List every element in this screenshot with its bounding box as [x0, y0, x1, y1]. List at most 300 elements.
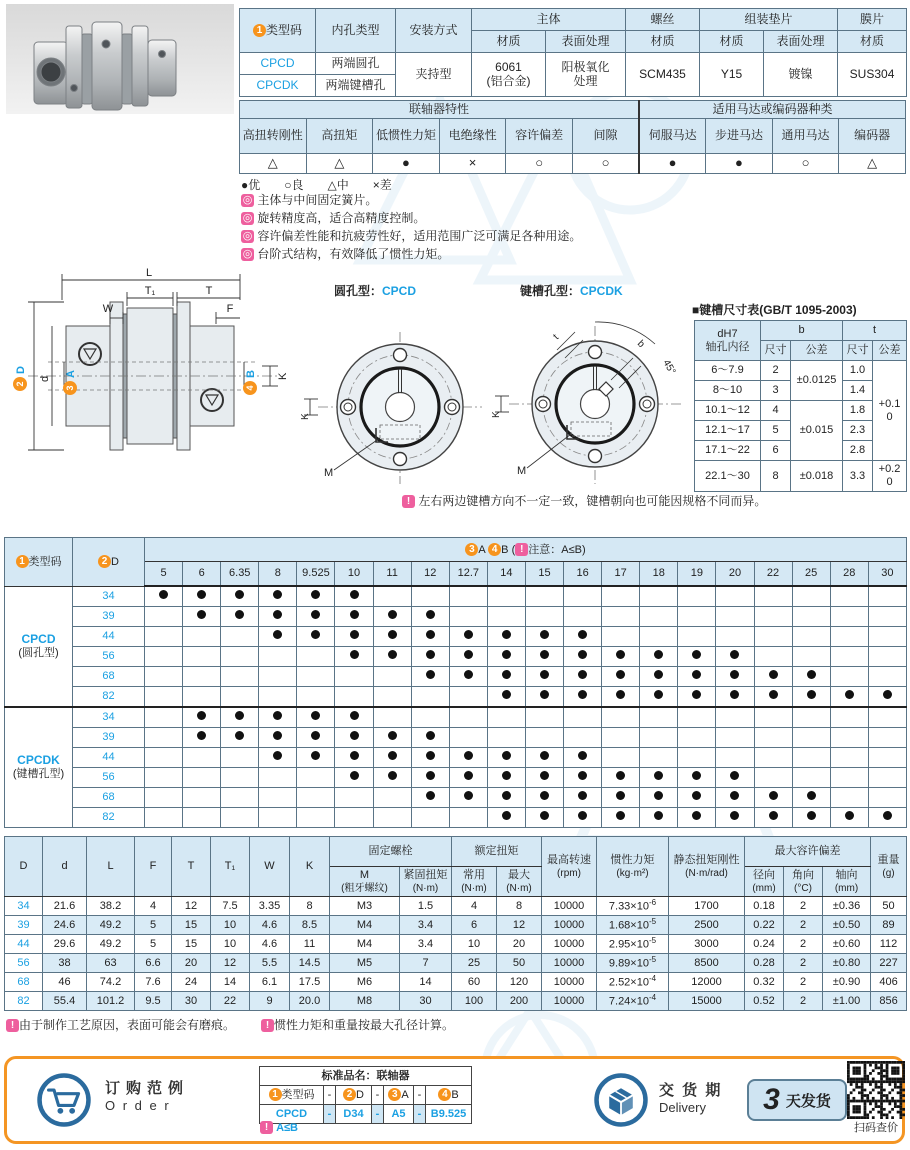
spec-K: 20.0 — [290, 992, 330, 1011]
dim-W: W — [102, 303, 114, 315]
badge-1: 1 — [16, 555, 29, 568]
availability-dot — [654, 650, 663, 659]
keyway-b-size: 5 — [761, 421, 791, 441]
outer-diameter-value: 68 — [73, 667, 145, 687]
bore-availability-cell — [335, 707, 373, 728]
availability-dot — [464, 650, 473, 659]
bore-availability-cell — [754, 667, 792, 687]
spec-T: 15 — [172, 935, 211, 954]
spec-ang: 2 — [784, 992, 823, 1011]
spec-x: 12 — [497, 916, 542, 935]
availability-dot — [502, 771, 511, 780]
delivery-icon — [592, 1071, 650, 1134]
bore-availability-cell — [373, 627, 411, 647]
bore-availability-cell — [259, 627, 297, 647]
order-col-header: 1 类型码 — [260, 1086, 324, 1105]
spec-F: 6.6 — [135, 954, 172, 973]
bore-availability-cell — [640, 748, 678, 768]
availability-dot — [540, 670, 549, 679]
bore-availability-cell — [602, 728, 640, 748]
bore-availability-cell — [487, 627, 525, 647]
bore-availability-cell — [221, 586, 259, 607]
bore-availability-cell — [868, 748, 906, 768]
bore-availability-cell — [487, 728, 525, 748]
bore-availability-cell — [487, 707, 525, 728]
bore-availability-cell — [297, 808, 335, 828]
bore-size-header: 9.525 — [297, 562, 335, 587]
availability-dot — [159, 590, 168, 599]
spec-M: M6 — [330, 973, 400, 992]
bore-availability-cell — [183, 748, 221, 768]
bore-availability-cell — [868, 788, 906, 808]
spec-D: 56 — [5, 954, 43, 973]
keyway-t-tol: +0.1 0 — [873, 361, 907, 461]
spec-tq: 30 — [400, 992, 452, 1011]
availability-dot — [730, 811, 739, 820]
availability-dot — [350, 630, 359, 639]
availability-dot — [388, 610, 397, 619]
spec-x: 50 — [497, 954, 542, 973]
bore-availability-cell — [525, 768, 563, 788]
feature-bullet-icon: ◎ — [242, 212, 253, 224]
badge-2: 2 — [15, 381, 25, 387]
bore-availability-cell — [792, 586, 830, 607]
availability-dot — [730, 650, 739, 659]
spec-note: 惯性力矩和重量按最大孔径计算。 — [274, 1018, 455, 1032]
outer-diameter-value: 44 — [73, 627, 145, 647]
rating-legend: ●优 ○良 △中 ×差 — [241, 178, 392, 192]
bore-size-header: 10 — [335, 562, 373, 587]
bore-availability-cell — [487, 748, 525, 768]
bore-availability-cell — [678, 808, 716, 828]
char-rating: ○ — [572, 154, 639, 174]
order-strip — [4, 1056, 905, 1144]
availability-dot — [235, 731, 244, 740]
spec-axi: ±0.90 — [823, 973, 871, 992]
bore-availability-cell — [754, 768, 792, 788]
bore-availability-cell — [792, 808, 830, 828]
availability-dot — [730, 771, 739, 780]
spec-L: 49.2 — [87, 935, 135, 954]
availability-dot — [540, 690, 549, 699]
bore-availability-cell — [640, 586, 678, 607]
order-value: A5 — [384, 1105, 414, 1124]
bore-availability-cell — [678, 707, 716, 728]
char-rating: △ — [240, 154, 307, 174]
availability-dot — [616, 650, 625, 659]
spec-ang: 2 — [784, 973, 823, 992]
spec-inertia: $2.52\times 10^{-4}$ — [597, 973, 669, 992]
availability-dot — [273, 711, 282, 720]
front-view-round — [300, 322, 485, 492]
bore-availability-cell — [221, 728, 259, 748]
availability-dot — [654, 811, 663, 820]
order-dash: - — [414, 1105, 426, 1124]
bore-availability-cell — [335, 627, 373, 647]
bore-availability-cell — [678, 586, 716, 607]
bore-availability-cell — [221, 808, 259, 828]
spec-D: 39 — [5, 916, 43, 935]
bore-availability-cell — [830, 647, 868, 667]
availability-dot — [578, 791, 587, 800]
bore-availability-cell — [373, 667, 411, 687]
bore-availability-cell — [830, 607, 868, 627]
keyway-bore-range: 8～10 — [695, 381, 761, 401]
bore-availability-cell — [449, 687, 487, 708]
spec-rad: 0.22 — [745, 916, 784, 935]
order-col-header: 3 A — [384, 1086, 414, 1105]
bore-availability-cell — [716, 808, 754, 828]
keyway-bore-range: 22.1～30 — [695, 461, 761, 492]
order-dash: - — [324, 1105, 336, 1124]
spec-st: 12000 — [669, 973, 745, 992]
bore-availability-cell — [221, 707, 259, 728]
keyway-b-size: 6 — [761, 441, 791, 461]
order-dash: - — [324, 1086, 336, 1105]
availability-dot — [540, 811, 549, 820]
badge-3: 3 — [465, 543, 478, 556]
bore-availability-cell — [716, 788, 754, 808]
bore-availability-cell — [411, 768, 449, 788]
col-screw: 螺丝 — [626, 9, 700, 31]
dim-T1: T₁ — [144, 285, 156, 297]
bore-availability-cell — [716, 627, 754, 647]
dim-F: F — [226, 303, 234, 315]
spec-W: 4.6 — [250, 935, 290, 954]
bore-size-header: 5 — [145, 562, 183, 587]
availability-dot — [350, 731, 359, 740]
bore-availability-cell — [487, 647, 525, 667]
keyway-b-tol: ±0.0125 — [791, 361, 843, 401]
bore-availability-cell — [754, 788, 792, 808]
bore-availability-cell — [373, 808, 411, 828]
delivery-label-en: Delivery — [659, 1100, 706, 1115]
spec-inertia: $7.24\times 10^{-4}$ — [597, 992, 669, 1011]
bore-availability-cell — [830, 788, 868, 808]
spec-K: 14.5 — [290, 954, 330, 973]
bore-availability-cell — [754, 728, 792, 748]
bore-availability-cell — [411, 687, 449, 708]
bore-availability-cell — [183, 647, 221, 667]
spec-inertia: $2.95\times 10^{-5}$ — [597, 935, 669, 954]
availability-dot — [311, 610, 320, 619]
bore-availability-cell — [525, 687, 563, 708]
bore-availability-cell — [411, 627, 449, 647]
bore-availability-cell — [259, 687, 297, 708]
bore-availability-cell — [678, 607, 716, 627]
round-type-label: 圆孔型：CPCD — [334, 284, 417, 298]
availability-dot — [540, 771, 549, 780]
spec-rpm: 10000 — [542, 897, 597, 916]
bore-availability-cell — [335, 748, 373, 768]
feature-list — [241, 192, 901, 264]
bore-availability-cell — [373, 607, 411, 627]
spec-T: 12 — [172, 897, 211, 916]
availability-dot — [426, 670, 435, 679]
delivery-label: 交 货 期 — [659, 1082, 723, 1099]
spec-L: 49.2 — [87, 916, 135, 935]
bore-size-header: 15 — [525, 562, 563, 587]
bore-availability-cell — [716, 768, 754, 788]
char-rating: ● — [373, 154, 440, 174]
bore-availability-cell — [754, 748, 792, 768]
badge-2: 2 — [98, 555, 111, 568]
bore-availability-cell — [716, 748, 754, 768]
availability-dot — [769, 670, 778, 679]
bore-availability-cell — [449, 788, 487, 808]
bore-availability-cell — [449, 647, 487, 667]
spec-L: 74.2 — [87, 973, 135, 992]
bore-availability-cell — [525, 748, 563, 768]
bore-availability-cell — [830, 667, 868, 687]
bore-availability-cell — [640, 667, 678, 687]
bore-availability-cell — [145, 707, 183, 728]
bore-availability-cell — [868, 707, 906, 728]
availability-dot — [350, 711, 359, 720]
keyway-b-size: 3 — [761, 381, 791, 401]
bore-availability-cell — [602, 707, 640, 728]
bore-availability-cell — [145, 808, 183, 828]
spec-D: 34 — [5, 897, 43, 916]
bore-availability-cell — [792, 707, 830, 728]
bore-availability-cell — [525, 728, 563, 748]
availability-dot — [235, 711, 244, 720]
order-example-table — [259, 1066, 472, 1124]
bore-availability-cell — [297, 607, 335, 627]
bore-availability-cell — [221, 768, 259, 788]
availability-dot — [502, 751, 511, 760]
availability-dot — [502, 811, 511, 820]
bore-availability-cell — [411, 707, 449, 728]
spec-n: 10 — [452, 935, 497, 954]
bore-availability-cell — [678, 647, 716, 667]
bore-availability-cell — [754, 607, 792, 627]
spec-x: 8 — [497, 897, 542, 916]
availability-dot — [426, 610, 435, 619]
bore-availability-cell — [792, 728, 830, 748]
spec-tq: 7 — [400, 954, 452, 973]
keyway-t-size: 2.8 — [843, 441, 873, 461]
dim-D: D — [15, 366, 27, 374]
availability-dot — [845, 690, 854, 699]
availability-dot — [654, 670, 663, 679]
char-rating: ○ — [772, 154, 839, 174]
code-cpcdk: CPCDK — [580, 284, 623, 298]
availability-dot — [540, 791, 549, 800]
char-label: 高扭转刚性 — [240, 119, 307, 154]
char-rating: ● — [639, 154, 706, 174]
bore-availability-cell — [716, 667, 754, 687]
availability-dot — [350, 590, 359, 599]
spec-F: 4 — [135, 897, 172, 916]
bore-availability-cell — [411, 647, 449, 667]
keyway-bore-range: 17.1～22 — [695, 441, 761, 461]
bore-availability-cell — [373, 728, 411, 748]
bore-availability-cell — [411, 748, 449, 768]
bore-availability-cell — [183, 607, 221, 627]
availability-dot — [692, 650, 701, 659]
bore-size-header: 30 — [868, 562, 906, 587]
spec-axi: ±1.00 — [823, 992, 871, 1011]
bore-availability-cell — [602, 667, 640, 687]
spec-st: 3000 — [669, 935, 745, 954]
bore-availability-cell — [564, 768, 602, 788]
spec-F: 9.5 — [135, 992, 172, 1011]
bore-availability-cell — [449, 768, 487, 788]
bore-availability-cell — [449, 748, 487, 768]
bore-availability-cell — [145, 667, 183, 687]
bore-availability-cell — [868, 647, 906, 667]
outer-diameter-value: 39 — [73, 607, 145, 627]
feature-item: ◎ 主体与中间固定簧片。 — [242, 193, 378, 207]
spec-W: 4.6 — [250, 916, 290, 935]
availability-dot — [807, 791, 816, 800]
bore-availability-cell — [373, 647, 411, 667]
dim-K: K — [491, 411, 502, 418]
dim-t: t — [551, 332, 562, 343]
spec-n: 100 — [452, 992, 497, 1011]
group-characteristics: 联轴器特性 — [240, 101, 640, 119]
code-cpcd: CPCD — [382, 284, 417, 298]
feature-bullet-icon: ◎ — [242, 194, 253, 206]
bore-availability-cell — [411, 667, 449, 687]
feature-item: ◎ 旋转精度高，适合高精度控制。 — [242, 211, 426, 225]
bore-availability-cell — [183, 667, 221, 687]
bore-availability-cell — [640, 728, 678, 748]
bore-availability-cell — [716, 728, 754, 748]
bore-availability-cell — [754, 687, 792, 708]
spec-L: 63 — [87, 954, 135, 973]
bore-availability-cell — [183, 728, 221, 748]
spec-n: 60 — [452, 973, 497, 992]
char-label: 间隙 — [572, 119, 639, 154]
dim-L: L — [145, 267, 153, 279]
availability-dot — [426, 771, 435, 780]
spec-axi: ±0.60 — [823, 935, 871, 954]
bore-availability-cell — [678, 667, 716, 687]
outer-diameter-value: 56 — [73, 768, 145, 788]
bore-availability-cell — [335, 808, 373, 828]
bore-availability-cell — [487, 687, 525, 708]
spec-d: 24.6 — [43, 916, 87, 935]
bore-availability-cell — [145, 788, 183, 808]
availability-dot — [273, 610, 282, 619]
spec-tq: 3.4 — [400, 935, 452, 954]
dim-A: A — [65, 370, 77, 378]
bore-availability-cell — [868, 768, 906, 788]
bore-availability-cell — [183, 627, 221, 647]
bore-size-header: 17 — [602, 562, 640, 587]
warn-icon: ! — [515, 543, 528, 556]
bore-availability-cell — [716, 607, 754, 627]
availability-dot — [502, 670, 511, 679]
availability-dot — [578, 771, 587, 780]
bore-availability-cell — [602, 647, 640, 667]
availability-dot — [654, 791, 663, 800]
badge-3: 3 — [65, 385, 75, 391]
availability-dot — [616, 690, 625, 699]
availability-dot — [235, 590, 244, 599]
bore-availability-cell — [449, 728, 487, 748]
bore-availability-cell — [259, 808, 297, 828]
availability-dot — [350, 610, 359, 619]
bore-availability-cell — [868, 667, 906, 687]
bore-availability-cell — [221, 788, 259, 808]
spec-n: 6 — [452, 916, 497, 935]
char-rating: ● — [706, 154, 773, 174]
spec-axi: ±0.80 — [823, 954, 871, 973]
badge-3: 3 — [388, 1088, 401, 1101]
bore-availability-cell — [678, 627, 716, 647]
bore-availability-cell — [792, 788, 830, 808]
spec-tq: 3.4 — [400, 916, 452, 935]
availability-dot — [807, 670, 816, 679]
availability-dot — [388, 731, 397, 740]
bore-availability-cell — [259, 607, 297, 627]
availability-dot — [578, 811, 587, 820]
bore-availability-cell — [868, 607, 906, 627]
bore-availability-cell — [297, 627, 335, 647]
bore-availability-cell — [183, 788, 221, 808]
outer-diameter-value: 34 — [73, 707, 145, 728]
bore-availability-cell — [259, 788, 297, 808]
spec-L: 101.2 — [87, 992, 135, 1011]
availability-dot — [769, 811, 778, 820]
availability-dot — [540, 630, 549, 639]
bore-availability-cell — [868, 586, 906, 607]
bore-availability-cell — [678, 687, 716, 708]
spec-rpm: 10000 — [542, 916, 597, 935]
col-body: 主体 — [472, 9, 626, 31]
delivery-days: 3 — [763, 1083, 780, 1116]
bore-availability-cell — [449, 707, 487, 728]
order-col-header: 2 D — [336, 1086, 372, 1105]
col-washer: 组装垫片 — [700, 9, 838, 31]
spec-M: M4 — [330, 935, 400, 954]
availability-dot — [464, 751, 473, 760]
bore-availability-cell — [487, 586, 525, 607]
bore-availability-cell — [297, 667, 335, 687]
availability-dot — [502, 791, 511, 800]
dim-B: B — [245, 370, 257, 378]
bore-availability-cell — [830, 627, 868, 647]
bore-availability-cell — [525, 808, 563, 828]
spec-rad: 0.18 — [745, 897, 784, 916]
availability-dot — [350, 771, 359, 780]
spec-st: 1700 — [669, 897, 745, 916]
bore-availability-cell — [145, 586, 183, 607]
spec-tq: 14 — [400, 973, 452, 992]
bore-size-header: 28 — [830, 562, 868, 587]
bore-availability-cell — [487, 788, 525, 808]
availability-dot — [769, 791, 778, 800]
bore-availability-cell — [602, 768, 640, 788]
spec-T: 20 — [172, 954, 211, 973]
spec-T1: 10 — [211, 935, 250, 954]
spec-tq: 1.5 — [400, 897, 452, 916]
bore-availability-cell — [335, 788, 373, 808]
bore-availability-cell — [259, 748, 297, 768]
availability-dot — [730, 690, 739, 699]
order-note: ! A≤B — [260, 1121, 298, 1134]
spec-F: 5 — [135, 916, 172, 935]
availability-dot — [464, 771, 473, 780]
bore-availability-cell — [525, 788, 563, 808]
bore-availability-cell — [525, 707, 563, 728]
availability-dot — [578, 650, 587, 659]
bore-availability-cell — [564, 788, 602, 808]
feature-bullet-icon: ◎ — [242, 230, 253, 242]
